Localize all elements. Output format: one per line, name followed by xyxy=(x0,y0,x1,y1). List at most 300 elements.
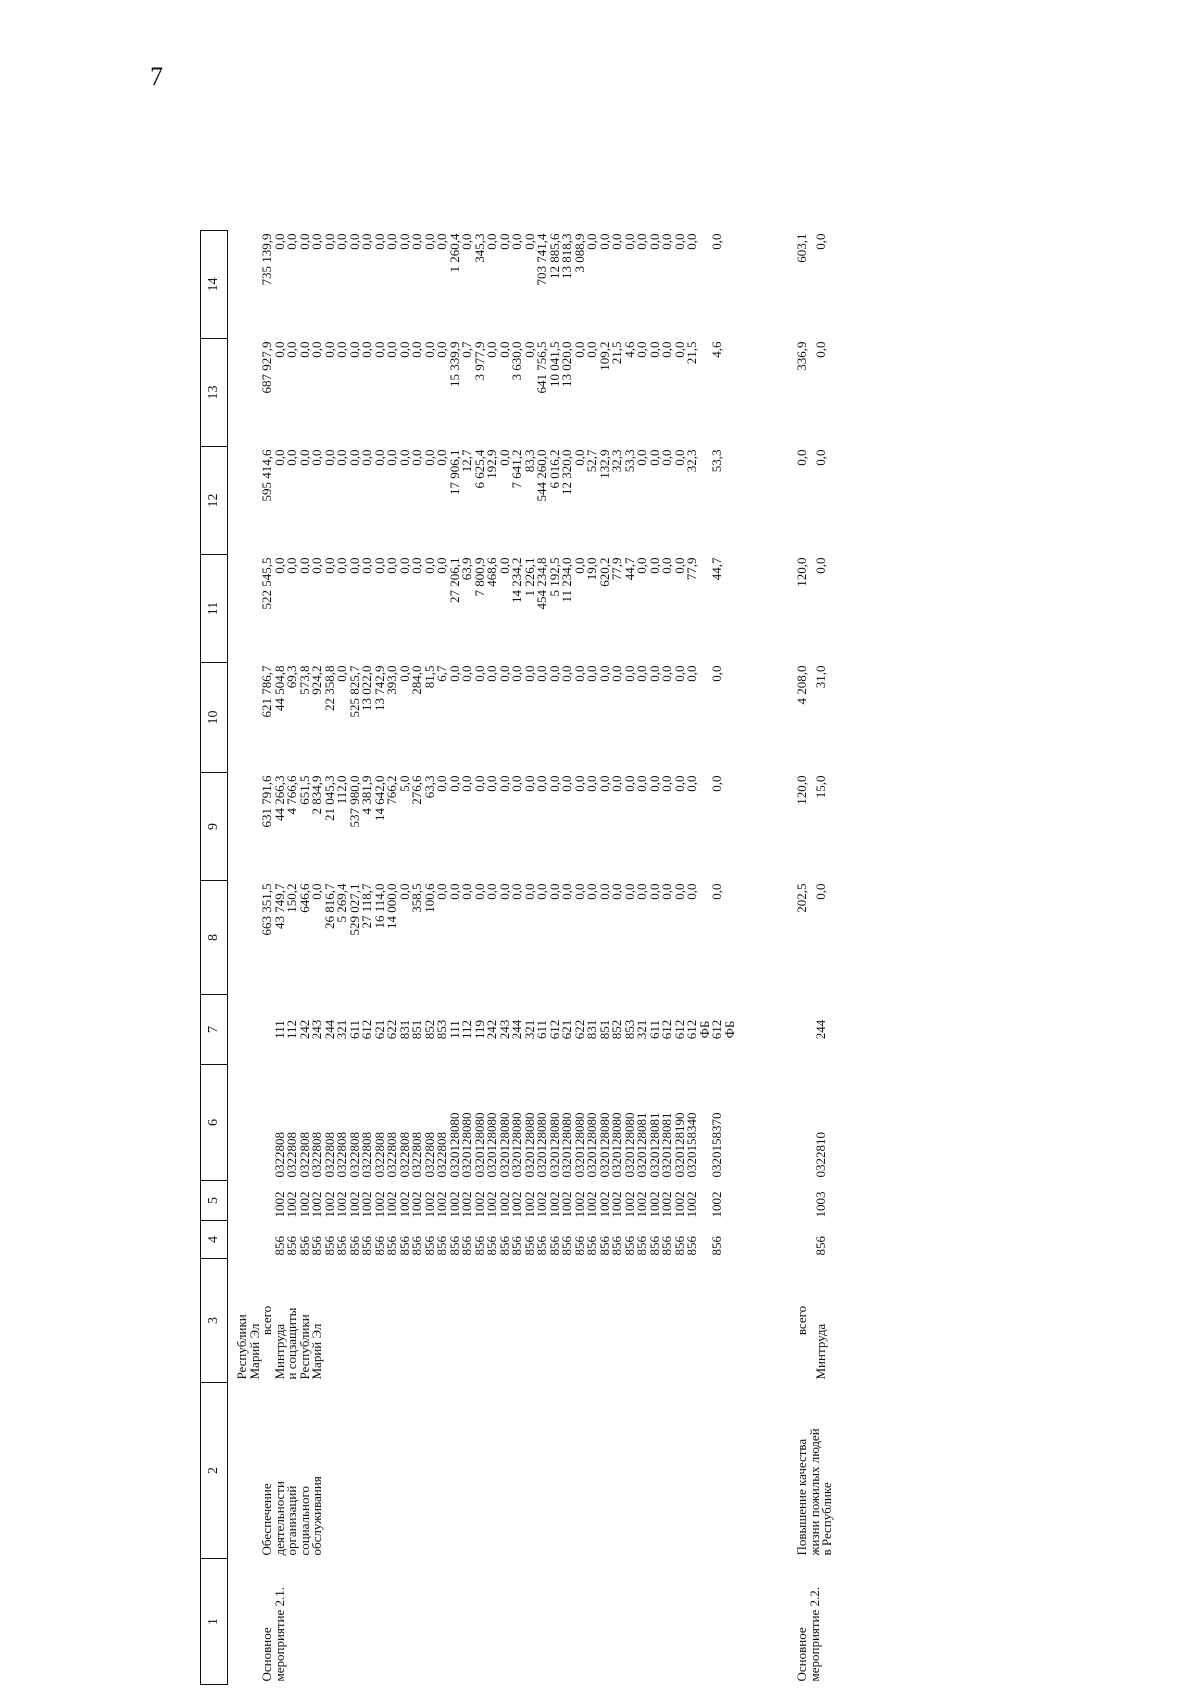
value-cell: 12 885,6 xyxy=(546,233,562,279)
value-cell: 0,0 xyxy=(459,233,474,250)
spacer-cell xyxy=(228,1559,237,1685)
value-cell: 192,9 xyxy=(484,449,499,479)
value-cell: 0,0 xyxy=(359,233,374,250)
value-cell: 0,0 xyxy=(284,557,299,574)
value-cell: 0,0 xyxy=(496,557,512,574)
value-cell: 766,2 xyxy=(384,775,399,805)
grbs-code-cell: 856 xyxy=(484,1236,499,1256)
target-code-cell: 0320128080 xyxy=(534,1112,549,1178)
value-cell: 0,0 xyxy=(284,449,299,466)
value-cell: 0,0 xyxy=(684,665,699,682)
value-cell: 0,0 xyxy=(309,449,324,466)
blank-cell xyxy=(236,1559,261,1685)
value-cell: 651,5 xyxy=(296,775,312,805)
target-code-cell: 0320128080 xyxy=(584,1112,599,1178)
value-cell: 0,0 xyxy=(671,557,687,574)
value-cell: 3 088,9 xyxy=(571,233,587,273)
value-cell: 43 749,7 xyxy=(271,883,287,929)
spacer-cell xyxy=(228,995,237,1065)
value-cell: 21,5 xyxy=(684,341,699,365)
value-cell: 69,3 xyxy=(284,665,299,689)
value-cell: 0,0 xyxy=(584,883,599,900)
value-cell: 26 816,7 xyxy=(321,883,337,929)
value-cell: 3 977,9 xyxy=(471,341,487,381)
grbs-code-cell: 856 xyxy=(596,1236,612,1256)
value-cell: 32,3 xyxy=(684,449,699,473)
grbs-code-cell: 856 xyxy=(459,1236,474,1256)
total-label: всего xyxy=(259,1305,274,1336)
value-cell: 0,0 xyxy=(571,449,587,466)
column-number-2: 2 xyxy=(201,1383,228,1559)
value-cell: 13 818,3 xyxy=(559,233,574,279)
target-code-cell: 0320128081 xyxy=(646,1112,662,1178)
value-cell: 0,0 xyxy=(421,557,437,574)
grbs-code-cell: 856 xyxy=(409,1236,424,1256)
value-cell: 0,0 xyxy=(812,557,828,574)
expense-type-cell: 621 xyxy=(371,1019,387,1040)
value-cell: 112,0 xyxy=(334,775,349,805)
value-cell: 6 016,2 xyxy=(546,449,562,489)
total-value: 687 927,9 xyxy=(259,341,274,394)
value-cell: 0,0 xyxy=(396,883,412,900)
blank-cell xyxy=(236,1065,261,1181)
budget-table xyxy=(200,230,834,1685)
column-number-5: 5 xyxy=(201,1181,228,1221)
value-cell: 10 041,5 xyxy=(546,341,562,387)
blank-cell xyxy=(236,995,261,1065)
value-cell: 0,0 xyxy=(334,665,349,682)
measure-number: Основное мероприятие 2.2. xyxy=(794,1586,822,1682)
value-cell: 0,0 xyxy=(396,665,412,682)
value-cell: 0,0 xyxy=(609,665,624,682)
target-code-cell: 0320128080 xyxy=(484,1112,499,1178)
target-code-cell: 0320158370 xyxy=(709,1112,724,1178)
value-cell: 924,2 xyxy=(309,665,324,695)
blank-cell xyxy=(236,663,261,773)
value-cell: 0,0 xyxy=(409,233,424,250)
spacer-cell xyxy=(736,773,796,881)
value-cell: 83,3 xyxy=(521,449,537,473)
grbs-code-cell: 856 xyxy=(371,1236,387,1256)
blank-cell xyxy=(796,995,815,1065)
value-cell: 0,0 xyxy=(309,341,324,358)
blank-cell xyxy=(236,773,261,881)
target-code-cell: 0320128080 xyxy=(471,1112,487,1178)
value-cell: 21,5 xyxy=(609,341,624,365)
value-cell: 0,0 xyxy=(671,883,687,900)
spacer-cell xyxy=(736,1383,796,1559)
expense-type-cell: 851 xyxy=(409,1019,424,1040)
value-cell: 0,0 xyxy=(284,341,299,358)
value-cell: 0,0 xyxy=(446,665,462,682)
value-cell: 646,6 xyxy=(296,883,312,913)
value-cell: 0,0 xyxy=(371,341,387,358)
value-cell: 16 114,0 xyxy=(371,883,387,929)
value-cell: 14 000,0 xyxy=(384,883,399,929)
spacer-cell xyxy=(228,1221,237,1259)
value-cell: 0,0 xyxy=(584,665,599,682)
value-cell: 0,0 xyxy=(334,233,349,250)
grbs-code-cell: 856 xyxy=(321,1236,337,1256)
target-code-cell: 0322808 xyxy=(309,1132,324,1178)
value-cell: 0,0 xyxy=(621,775,637,792)
spacer-cell xyxy=(736,231,796,339)
value-cell: 19,0 xyxy=(584,557,599,581)
column-number-10: 10 xyxy=(201,663,228,773)
value-cell: 77,9 xyxy=(684,557,699,581)
spacer-cell xyxy=(228,555,237,663)
spacer-cell xyxy=(228,339,237,447)
value-cell: 1 260,4 xyxy=(446,233,462,273)
value-cell: 0,0 xyxy=(471,883,487,900)
column-number-14: 14 xyxy=(201,231,228,339)
value-cell: 0,0 xyxy=(659,557,674,574)
total-label: всего xyxy=(794,1305,809,1336)
value-cell: 0,0 xyxy=(546,883,562,900)
value-cell: 5 192,5 xyxy=(546,557,562,597)
expense-type-cell: 612 xyxy=(709,1019,724,1040)
executor-heading-row xyxy=(236,231,261,1685)
value-cell: 0,0 xyxy=(521,665,537,682)
column-number-13: 13 xyxy=(201,339,228,447)
value-cell: 0,0 xyxy=(309,883,324,900)
value-cell: 0,0 xyxy=(434,233,449,250)
value-cell: 0,0 xyxy=(521,883,537,900)
target-code-cell: 0322808 xyxy=(409,1132,424,1178)
value-cell: 0,0 xyxy=(671,665,687,682)
section-code-cell: 1002 xyxy=(521,1191,537,1218)
total-value: 621 786,7 xyxy=(259,665,274,718)
blank-cell xyxy=(236,1221,261,1259)
expense-type-cell: 852 xyxy=(421,1019,437,1040)
value-cell xyxy=(724,773,737,881)
value-cell: 0,0 xyxy=(471,775,487,792)
section-code-cell: 1002 xyxy=(346,1191,362,1218)
value-cell: 2 834,9 xyxy=(309,775,324,815)
value-cell: 0,0 xyxy=(521,341,537,358)
spacer-cell xyxy=(228,773,237,881)
page-number: 7 xyxy=(150,62,163,91)
section-code-cell: 1002 xyxy=(296,1191,312,1218)
value-cell: 109,2 xyxy=(596,341,612,371)
value-cell: 13 742,9 xyxy=(371,665,387,711)
expense-type-cell: 112 xyxy=(284,1019,299,1040)
value-cell: 0,0 xyxy=(384,233,399,250)
value-cell: 0,0 xyxy=(546,665,562,682)
expense-type-cell: 244 xyxy=(321,1019,337,1040)
section-code-cell: 1002 xyxy=(584,1191,599,1218)
value-cell: 0,0 xyxy=(709,233,724,250)
value-cell: 0,0 xyxy=(646,449,662,466)
value-cell: 6,7 xyxy=(434,665,449,682)
value-cell: 0,0 xyxy=(646,233,662,250)
value-cell: 0,0 xyxy=(396,233,412,250)
value-cell: 31,0 xyxy=(812,665,828,689)
expense-type-cell: 612 xyxy=(671,1019,687,1040)
value-cell: 0,0 xyxy=(371,557,387,574)
grbs-code-cell: 856 xyxy=(671,1236,687,1256)
value-cell: 0,0 xyxy=(496,883,512,900)
value-cell: 0,0 xyxy=(659,775,674,792)
grbs-code-cell: 856 xyxy=(384,1236,399,1256)
value-cell: 0,0 xyxy=(309,233,324,250)
value-cell: 0,0 xyxy=(371,449,387,466)
value-cell: 0,0 xyxy=(584,233,599,250)
section-code-cell: 1002 xyxy=(309,1191,324,1218)
total-value: 735 139,9 xyxy=(259,233,274,286)
value-cell: 0,0 xyxy=(646,665,662,682)
expense-type-cell: ФБ xyxy=(721,1020,737,1039)
value-cell: 0,0 xyxy=(812,233,828,250)
value-cell: 529 027,1 xyxy=(346,883,362,936)
section-code-cell: 1002 xyxy=(621,1191,637,1218)
value-cell: 0,0 xyxy=(646,341,662,358)
total-value: 202,5 xyxy=(794,883,809,913)
spacer-cell xyxy=(228,1383,237,1559)
grbs-code-cell: 856 xyxy=(559,1236,574,1256)
value-cell: 0,0 xyxy=(812,883,828,900)
section-code-cell: 1002 xyxy=(596,1191,612,1218)
section-code-cell: 1002 xyxy=(571,1191,587,1218)
value-cell: 14 642,0 xyxy=(371,775,387,821)
value-cell: 27 118,7 xyxy=(359,883,374,929)
value-cell: 15,0 xyxy=(812,775,828,799)
value-cell: 0,0 xyxy=(471,665,487,682)
expense-type-cell: 111 xyxy=(446,1020,462,1039)
expense-type-cell: 622 xyxy=(571,1019,587,1040)
value-cell: 13 022,0 xyxy=(359,665,374,711)
grbs-code-cell: 856 xyxy=(634,1236,649,1256)
section-code-cell: 1002 xyxy=(496,1191,512,1218)
value-cell: 0,0 xyxy=(559,665,574,682)
value-cell: 27 206,1 xyxy=(446,557,462,603)
spacer-cell xyxy=(736,995,796,1065)
total-value: 0,0 xyxy=(794,449,809,466)
table-body xyxy=(228,231,834,1685)
value-cell: 0,0 xyxy=(634,557,649,574)
section-code-cell: 1002 xyxy=(534,1191,549,1218)
value-cell: 0,0 xyxy=(659,883,674,900)
value-cell: 0,0 xyxy=(396,449,412,466)
total-value: 603,1 xyxy=(794,233,809,263)
value-cell: 53,3 xyxy=(621,449,637,473)
value-cell: 641 756,5 xyxy=(534,341,549,394)
blank-cell xyxy=(236,231,261,339)
expense-type-cell: 111 xyxy=(271,1020,287,1039)
grbs-code-cell: 856 xyxy=(309,1236,324,1256)
measure-name: Повышение качества жизни пожилых людей в Республике xyxy=(794,1428,834,1556)
value-cell: 0,0 xyxy=(596,883,612,900)
value-cell: 17 906,1 xyxy=(446,449,462,495)
expense-type-cell: 611 xyxy=(534,1019,549,1040)
value-cell: 0,0 xyxy=(609,233,624,250)
value-cell: 0,0 xyxy=(671,449,687,466)
target-code-cell: 0320128080 xyxy=(596,1112,612,1178)
value-cell: 0,0 xyxy=(284,233,299,250)
spacer-cell xyxy=(736,1559,796,1685)
value-cell: 0,0 xyxy=(346,557,362,574)
section-code-cell xyxy=(724,1181,737,1221)
target-code-cell: 0322808 xyxy=(384,1132,399,1178)
value-cell: 14 234,2 xyxy=(509,557,524,603)
value-cell: 0,0 xyxy=(634,665,649,682)
value-cell: 0,0 xyxy=(396,557,412,574)
target-code-cell: 0322808 xyxy=(334,1132,349,1178)
section-code-cell: 1002 xyxy=(396,1191,412,1218)
target-code-cell: 0322808 xyxy=(434,1132,449,1178)
target-code-cell: 0320128080 xyxy=(559,1112,574,1178)
target-code-cell: 0320128081 xyxy=(634,1112,649,1178)
value-cell: 0,0 xyxy=(271,557,287,574)
total-value: 595 414,6 xyxy=(259,449,274,502)
value-cell: 358,5 xyxy=(409,883,424,913)
target-code-cell: 0320128080 xyxy=(521,1112,537,1178)
expense-type-cell: 622 xyxy=(384,1019,399,1040)
blank-cell xyxy=(236,555,261,663)
value-cell: 0,0 xyxy=(409,449,424,466)
spacer-cell xyxy=(736,1065,796,1181)
value-cell: 0,0 xyxy=(434,449,449,466)
value-cell: 0,0 xyxy=(646,883,662,900)
value-cell: 3 630,0 xyxy=(509,341,524,381)
expense-type-cell: 242 xyxy=(484,1019,499,1040)
value-cell: 0,0 xyxy=(384,341,399,358)
grbs-code-cell: 856 xyxy=(609,1236,624,1256)
value-cell: 345,3 xyxy=(471,233,487,263)
spacer-cell xyxy=(228,231,237,339)
blank-cell xyxy=(236,1181,261,1221)
section-code-cell: 1002 xyxy=(284,1191,299,1218)
value-cell: 0,0 xyxy=(321,233,337,250)
value-cell: 0,0 xyxy=(496,775,512,792)
value-cell: 7 641,2 xyxy=(509,449,524,489)
expense-type-cell: 831 xyxy=(584,1019,599,1040)
section-code-cell: 1002 xyxy=(634,1191,649,1218)
expense-type-cell: 244 xyxy=(509,1019,524,1040)
grbs-code-cell: 856 xyxy=(659,1236,674,1256)
spacer-cell xyxy=(736,881,796,995)
value-cell: 0,0 xyxy=(334,341,349,358)
value-cell: 284,0 xyxy=(409,665,424,695)
value-cell: 0,0 xyxy=(434,883,449,900)
section-code-cell: 1002 xyxy=(409,1191,424,1218)
grbs-code-cell xyxy=(724,1221,737,1259)
value-cell: 44 504,8 xyxy=(271,665,287,711)
expense-type-cell: 243 xyxy=(309,1019,324,1040)
value-cell: 0,0 xyxy=(634,449,649,466)
blank-cell xyxy=(796,1221,815,1259)
expense-type-cell: 831 xyxy=(396,1019,412,1040)
grbs-code-cell: 856 xyxy=(621,1236,637,1256)
value-cell: 0,0 xyxy=(709,883,724,900)
value-cell: 0,0 xyxy=(484,883,499,900)
value-cell: 0,0 xyxy=(484,775,499,792)
expense-type-cell: 612 xyxy=(684,1019,699,1040)
blank-cell xyxy=(236,1383,261,1559)
executor-name: Минтруда xyxy=(812,1323,828,1380)
spacer-cell xyxy=(736,663,796,773)
value-cell xyxy=(724,447,737,555)
value-cell: 52,7 xyxy=(584,449,599,473)
value-cell xyxy=(724,555,737,663)
section-code-cell: 1002 xyxy=(671,1191,687,1218)
value-cell: 0,0 xyxy=(509,233,524,250)
target-code-cell: 0320128080 xyxy=(609,1112,624,1178)
grbs-code-cell: 856 xyxy=(334,1236,349,1256)
value-cell: 0,0 xyxy=(521,233,537,250)
value-cell: 4 381,9 xyxy=(359,775,374,815)
section-code-cell: 1002 xyxy=(371,1191,387,1218)
section-code-cell: 1002 xyxy=(359,1191,374,1218)
spacer-cell xyxy=(736,339,796,447)
expense-type-cell: 112 xyxy=(459,1019,474,1040)
value-cell: 6 625,4 xyxy=(471,449,487,489)
column-number-6: 6 xyxy=(201,1065,228,1181)
column-number-1: 1 xyxy=(201,1559,228,1685)
section-code-cell: 1002 xyxy=(509,1191,524,1218)
spacer-cell xyxy=(736,555,796,663)
expense-type-cell: 611 xyxy=(646,1019,662,1040)
blank-cell xyxy=(236,447,261,555)
value-cell: 0,0 xyxy=(496,449,512,466)
blank-cell xyxy=(796,1065,815,1181)
value-cell: 573,8 xyxy=(296,665,312,695)
section-code-cell: 1002 xyxy=(646,1191,662,1218)
value-cell: 0,0 xyxy=(509,883,524,900)
value-cell: 0,0 xyxy=(484,341,499,358)
value-cell: 0,0 xyxy=(321,557,337,574)
value-cell: 7 800,9 xyxy=(471,557,487,597)
value-cell: 0,0 xyxy=(484,665,499,682)
grbs-code-cell: 856 xyxy=(471,1236,487,1256)
grbs-code-cell: 856 xyxy=(421,1236,437,1256)
value-cell: 0,0 xyxy=(509,665,524,682)
value-cell: 0,0 xyxy=(684,775,699,792)
value-cell: 0,0 xyxy=(634,775,649,792)
grbs-code-cell: 856 xyxy=(534,1236,549,1256)
section-code-cell: 1002 xyxy=(559,1191,574,1218)
spacer-cell xyxy=(736,447,796,555)
expense-type-cell: 612 xyxy=(659,1019,674,1040)
total-value: 120,0 xyxy=(794,557,809,587)
total-value: 336,9 xyxy=(794,341,809,371)
value-cell: 0,0 xyxy=(571,883,587,900)
value-cell: 21 045,3 xyxy=(321,775,337,821)
value-cell: 0,0 xyxy=(559,775,574,792)
target-code-cell: 0322808 xyxy=(396,1132,412,1178)
value-cell: 0,0 xyxy=(571,665,587,682)
value-cell: 0,0 xyxy=(812,341,828,358)
expense-type-cell: 612 xyxy=(546,1019,562,1040)
value-cell: 0,0 xyxy=(571,341,587,358)
section-code-cell: 1002 xyxy=(459,1191,474,1218)
value-cell: 0,0 xyxy=(409,341,424,358)
value-cell: 0,0 xyxy=(459,665,474,682)
spacer-cell xyxy=(736,1181,796,1221)
value-cell: 468,6 xyxy=(484,557,499,587)
value-cell: 4,6 xyxy=(709,341,724,358)
value-cell: 1 226,1 xyxy=(521,557,537,597)
section-code-cell: 1002 xyxy=(546,1191,562,1218)
column-number-12: 12 xyxy=(201,447,228,555)
value-cell: 0,0 xyxy=(659,233,674,250)
value-cell: 0,0 xyxy=(659,341,674,358)
value-cell: 0,0 xyxy=(359,449,374,466)
value-cell: 12 320,0 xyxy=(559,449,574,495)
expense-type-cell: 853 xyxy=(434,1019,449,1040)
grbs-code-cell: 856 xyxy=(521,1236,537,1256)
value-cell: 5,0 xyxy=(396,775,412,792)
